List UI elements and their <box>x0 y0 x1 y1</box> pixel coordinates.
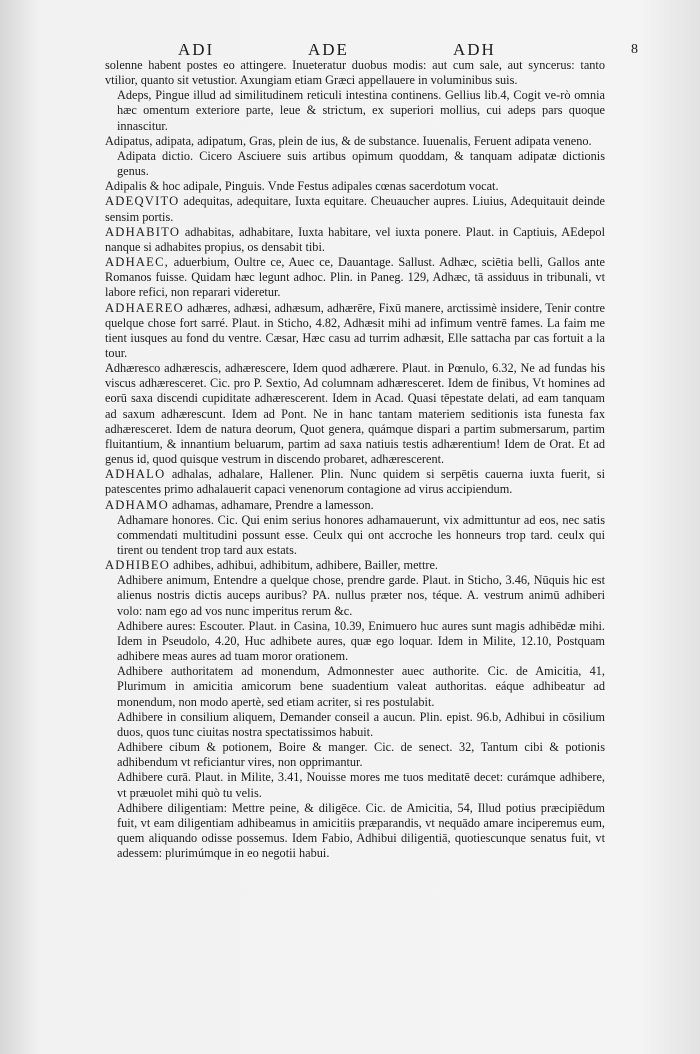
entry-text: adhibes, adhibui, adhibitum, adhibere, Bailler, mettre. <box>170 558 438 573</box>
dictionary-entry <box>105 179 605 194</box>
entry-text: Adipatus, adipata, adipatum, Gras, plein de ius, & de substance. Iuuenalis, Feruent adipata veneno. <box>105 133 592 148</box>
dictionary-entry <box>105 801 605 862</box>
entry-headword: ADHAEC, <box>105 255 170 270</box>
entry-text: solenne habent postes eo attingere. Inueteratur duobus modis: aut cum sale, aut syncerus: tanto vtilior, quanto sit vetustior. Axungiam etiam Græci appellauere in voluminibus suis. <box>105 58 605 88</box>
page-number: 8 <box>631 42 640 57</box>
entry-headword: ADEQVITO <box>105 194 180 209</box>
entry-text: Adipata dictio. Cicero Asciuere suis artibus opimum quoddam, & tanquam adipatæ dictionis genus. <box>117 148 605 179</box>
dictionary-entry <box>105 770 605 800</box>
entry-text: adhabitas, adhabitare, Iuxta habitare, vel iuxta ponere. Plaut. in Captiuis, AEdepol nanque si adhabites propius, os densabit tibi. <box>105 224 605 254</box>
entry-headword: ADHIBEO <box>105 558 171 573</box>
entry-text: aduerbium, Oultre ce, Auec ce, Dauantage. Sallust. Adhæc, sciētia belli, Gallos ante Romanos fuisse. Quidam hæc legunt adhoc. Plin. in Paneg. 129, Adhæc, tā assiduus in tribunali, vt labore refici, non reparari videretur. <box>105 255 605 300</box>
entry-text: Adhæresco adhærescis, adhærescere, Idem quod adhærere. Plaut. in Pœnulo, 6.32, Ne ad fundas his viscus adhæresceret. Cic. pro P. Sextio, Ad columnam adhæresceret. Idem de finibus, Vt homines ad eorū saxa discendi cupiditate adhærescerent. Idem in Acad. Quasi tēpestate delati, ad eam tanquam ad saxum adhærescunt. Idem ad Pont. Ne in hanc tantam materiem seditionis ista funesta fax adhæresceret. Idem de natura deorum, Quot genera, quámque dispari a partim submersarum, partim fluitantium, & innantium beluarum, partim ad saxa natiuis testis adhærentium! Idem de Orat. Et ad genus id, quod quisque vestrum in discendo probaret, adhærescerent. <box>105 361 605 467</box>
dictionary-entry <box>105 664 605 709</box>
entry-headword: ADHALO <box>105 467 166 482</box>
dictionary-entry <box>105 58 605 88</box>
entry-headword: ADHAMO <box>105 497 169 512</box>
entry-text: Adeps, Pingue illud ad similitudinem reticuli intestina continens. Gellius lib.4, Cogit ve-rò omnia hæc omentum exteriore parte, leue & strictum, ex superiori mollius, cui adeps pars quoque innascitur. <box>117 88 605 133</box>
dictionary-entry <box>105 301 605 362</box>
entry-text: Adhibere authoritatem ad monendum, Admonnester auec authorite. Cic. de Amicitia, 41, Plurimum in amicitia amicorum bene suadentium valeat authoritas. eáque adhibeatur ad monendum, non modo apertè, sed etiam acriter, si res postulabit. <box>117 664 605 709</box>
entry-headword: ADHABITO <box>105 224 181 239</box>
dictionary-entries <box>105 58 605 861</box>
entry-text: Adhibere in consilium aliquem, Demander conseil a aucun. Plin. epist. 96.b, Adhibui in cōsilium duos, quos tunc ciuitas nostra spectatissimos habuit. <box>117 709 605 739</box>
dictionary-entry <box>105 134 605 149</box>
dictionary-entry <box>105 573 605 618</box>
entry-text: adhalas, adhalare, Hallener. Plin. Nunc quidem si serpētis cauerna iuxta fuerit, si patescentes primo adhalauerit capaci venenorum contagione ad virus accipiendum. <box>105 467 605 497</box>
entry-text: adequitas, adequitare, Iuxta equitare. Cheuaucher aupres. Liuius, Adequitauit deinde sensim portis. <box>105 194 605 224</box>
dictionary-entry <box>105 149 605 179</box>
dictionary-entry <box>105 498 605 513</box>
entry-text: Adhibere curā. Plaut. in Milite, 3.41, Nouisse mores me tuos meditatē decet: curámque adhibere, vt præuolet mihi quò tu velis. <box>117 770 605 800</box>
dictionary-entry <box>105 619 605 664</box>
dictionary-entry <box>105 558 605 573</box>
dictionary-entry <box>105 740 605 770</box>
entry-text: Adhamare honores. Cic. Qui enim serius honores adhamauerunt, vix admittuntur ad eos, nec satis commendati multitudini possunt esse. Ceulx qui ont accroche les honneurs trop tard. ceulx qui tirent ou tendent trop tard aux estats. <box>117 512 605 557</box>
entry-text: Adhibere animum, Entendre a quelque chose, prendre garde. Plaut. in Sticho, 3.46, Nūquis hic est alienus nostris dictis auceps auribus? PA. nullus præter nos, téque. A. vestrum animū adhiberi volo: nam ego ad vos nunc imperitus rerum &c. <box>117 573 605 618</box>
entry-text: Adhibere diligentiam: Mettre peine, & diligēce. Cic. de Amicitia, 54, Illud potius præcipiēdum fuit, vt eam diligentiam adhibeamus in amicitiis præparandis, vt nequādo amare inciperemus eum, quem aliquando odisse possemus. Idem Fabio, Adhibui diligentiā, quotiescunque senatus fuit, vt adessem: plurimúmque in eo negotii habui. <box>117 800 605 861</box>
entry-text: adhamas, adhamare, Prendre a lamesson. <box>168 497 374 512</box>
dictionary-entry <box>105 225 605 255</box>
running-head-center: ADE <box>308 40 349 59</box>
entry-text: Adhibere cibum & potionem, Boire & manger. Cic. de senect. 32, Tantum cibi & potionis adhibendum vt reficiantur vires, non opprimantur. <box>117 740 605 770</box>
dictionary-entry <box>105 710 605 740</box>
dictionary-entry <box>105 513 605 558</box>
entry-text: Adipalis & hoc adipale, Pinguis. Vnde Festus adipales cœnas sacerdotum vocat. <box>105 179 499 194</box>
dictionary-entry <box>105 194 605 224</box>
running-head-right: ADH <box>453 40 496 59</box>
entry-text: adhæres, adhæsi, adhæsum, adhærēre, Fixū manere, arctissimè insidere, Tenir contre quelque chose fort sarré. Plaut. in Sticho, 4.82, Adhæsit mihi ad infimum ventrē fames. La faim me tient iusques au fond du ventre. Cæsar, Hæc casu ad turrim adhæsit, Elle sattacha par cas fortuit a la tour. <box>105 300 605 360</box>
entry-headword: ADHAEREO <box>105 300 184 315</box>
dictionary-entry <box>105 255 605 300</box>
entry-text: Adhibere aures: Escouter. Plaut. in Casina, 10.39, Enimuero huc aures sunt magis adhibēdæ mihi. Idem in Pseudolo, 4.20, Huc adhibete aures, quæ ego loquar. Idem in Milite, 12.10, Postquam adhibere meas aures ad tuam moror orationem. <box>117 618 605 664</box>
running-head-left: ADI <box>178 40 215 59</box>
dictionary-entry <box>105 88 605 133</box>
running-head <box>178 34 640 60</box>
dictionary-entry <box>105 361 605 467</box>
dictionary-entry <box>105 467 605 497</box>
